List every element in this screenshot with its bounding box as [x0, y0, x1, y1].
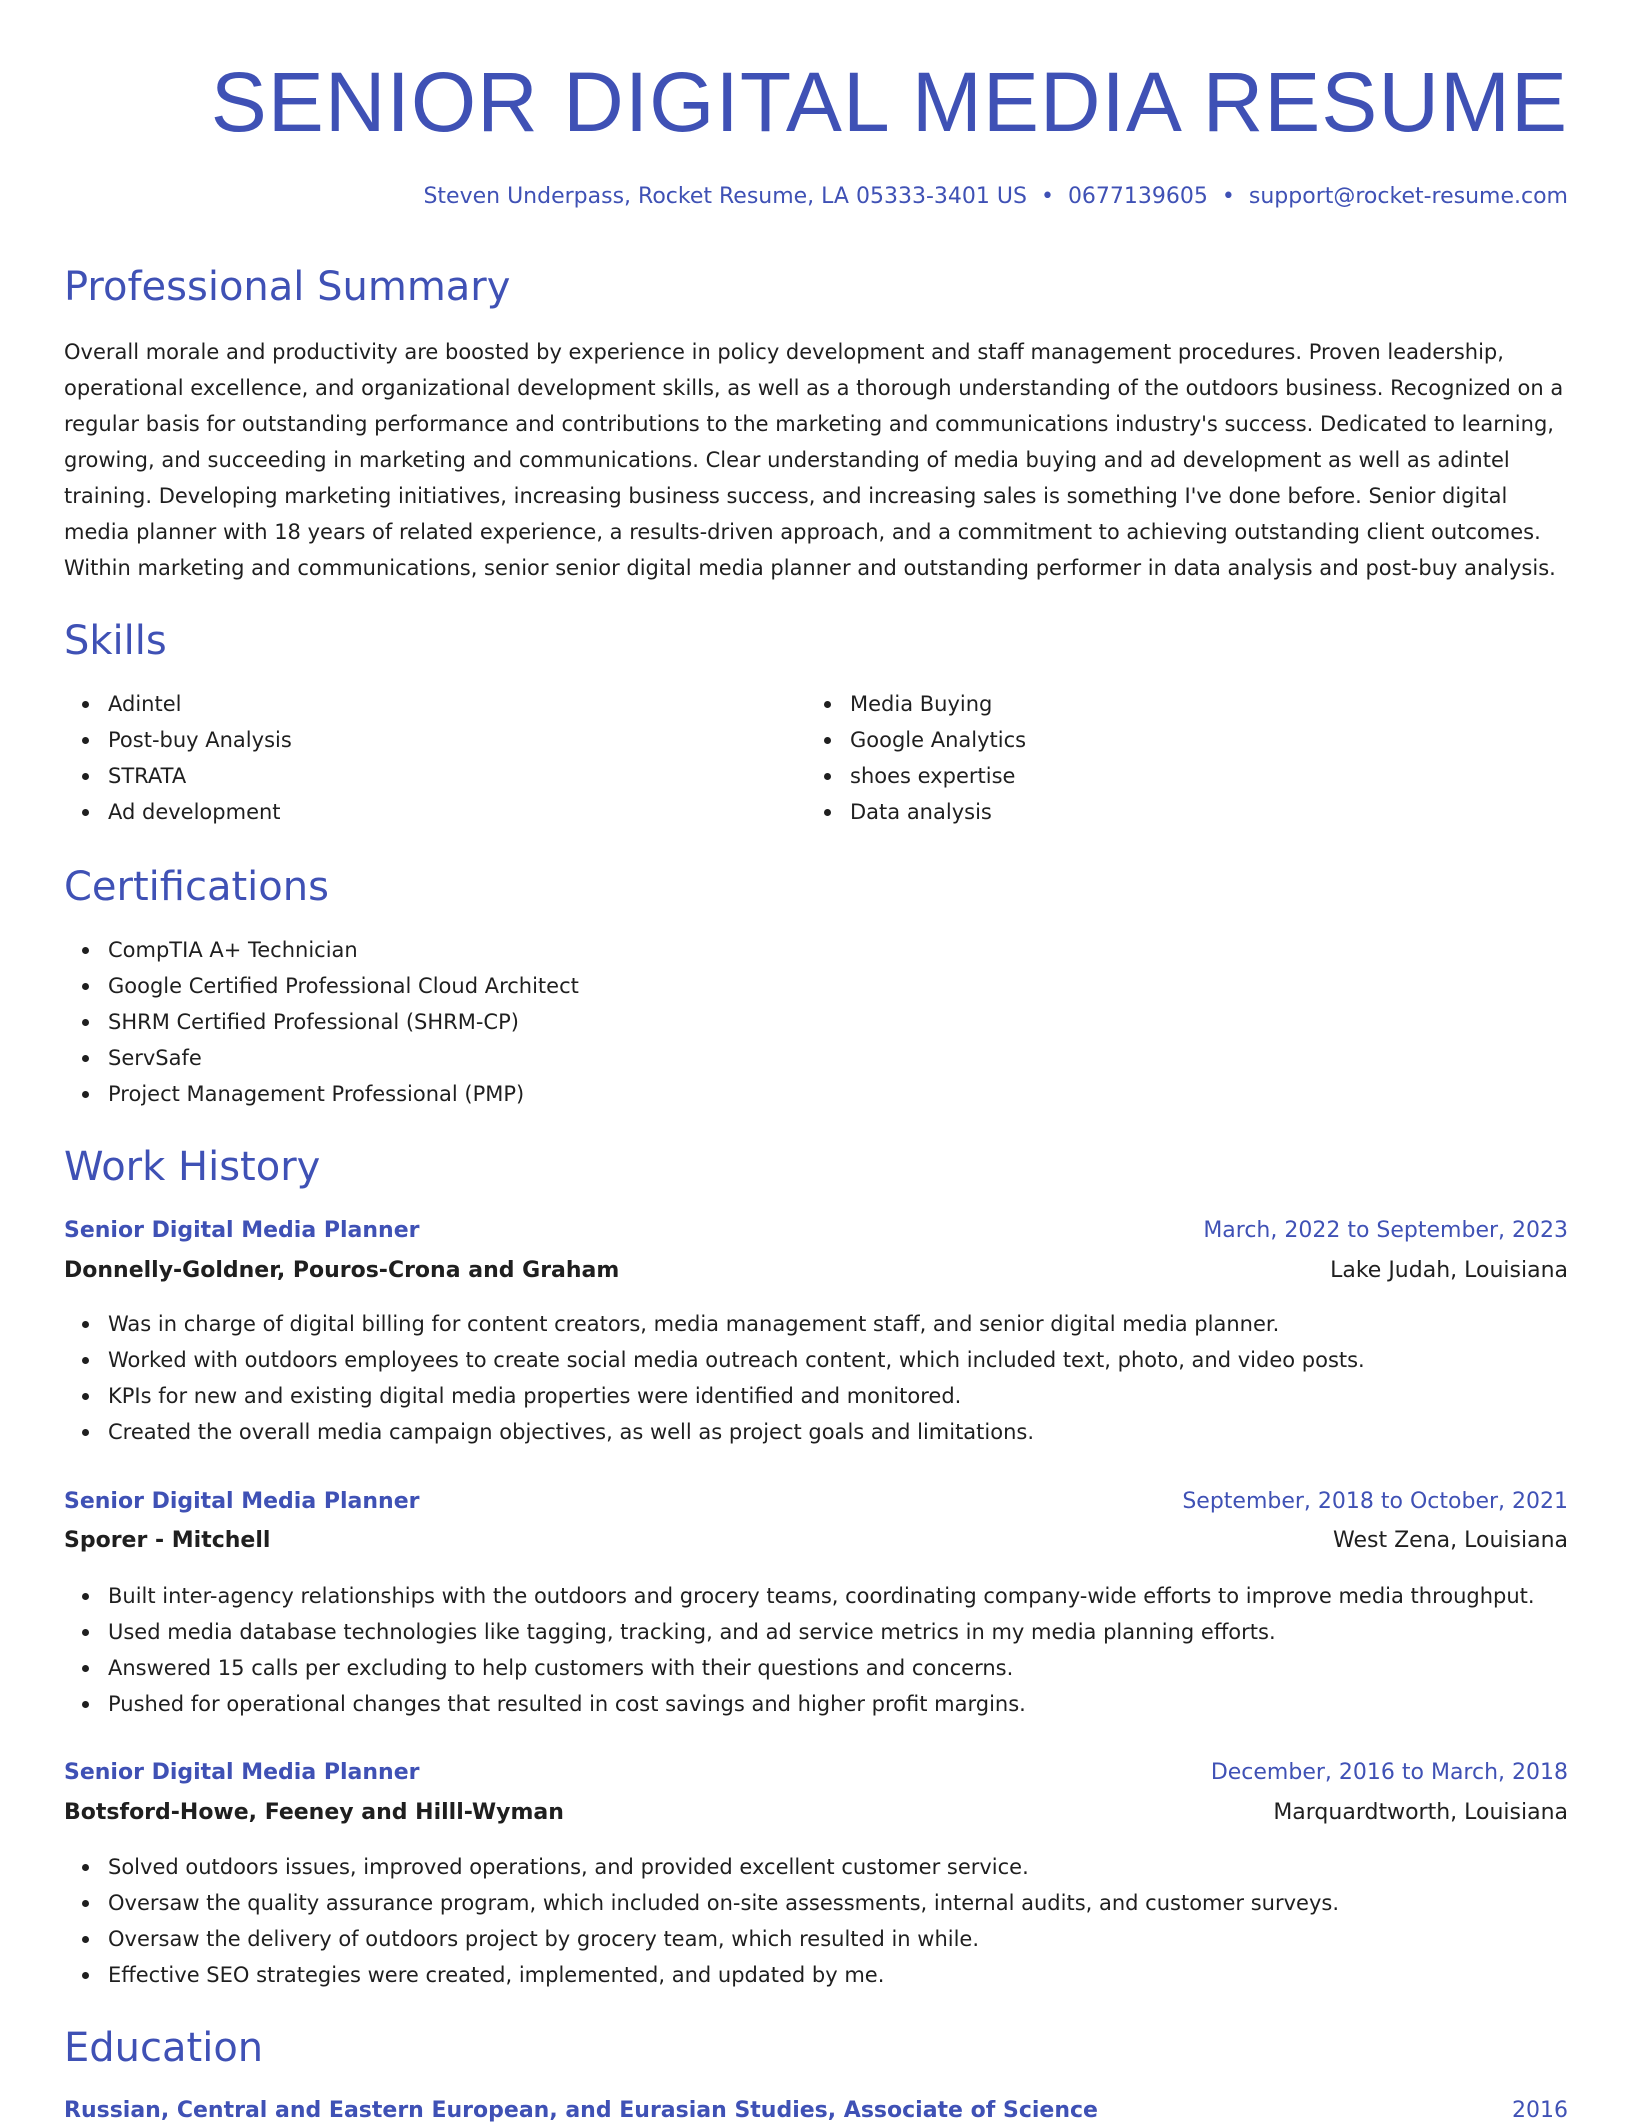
certifications-list	[64, 932, 579, 1112]
job-dates: September, 2018 to October, 2021	[1182, 1489, 1568, 1514]
job-title: Senior Digital Media Planner	[64, 1489, 420, 1514]
certification-item: CompTIA A+ Technician	[108, 932, 579, 968]
job-bullet: Oversaw the delivery of outdoors project by grocery team, which resulted in while.	[108, 1921, 1339, 1957]
job-bullet: Used media database technologies like tagging, tracking, and ad service metrics in my media planning efforts.	[108, 1614, 1535, 1650]
job-bullets	[64, 1578, 1535, 1722]
skills-list-left	[64, 686, 292, 830]
job-bullet: Effective SEO strategies were created, implemented, and updated by me.	[108, 1957, 1339, 1993]
summary-text: Overall morale and productivity are boosted by experience in policy development and staff management procedures. Proven leadership, operational excellence, and organizational development skills, as well as a thorough understanding of the outdoors business. Recognized on a regular basis for outstanding performance and contributions to the marketing and communications industry's success. Dedicated to learning, growing, and succeeding in marketing and communications. Clear understanding of media buying and ad development as well as adintel training. Developing marketing initiatives, increasing business success, and increasing sales is something I've done before. Senior digital media planner with 18 years of related experience, a results-driven approach, and a commitment to achieving outstanding client outcomes. Within marketing and communications, senior senior digital media planner and outstanding performer in data analysis and post-buy analysis.	[64, 340, 1564, 580]
job-bullet: KPIs for new and existing digital media properties were identified and monitored.	[108, 1378, 1365, 1414]
job-bullet: Pushed for operational changes that resulted in cost savings and higher profit margins.	[108, 1686, 1535, 1722]
job-location: West Zena, Louisiana	[1333, 1528, 1568, 1553]
job-title: Senior Digital Media Planner	[64, 1218, 420, 1243]
contact-separator: •	[1221, 184, 1235, 209]
skill-item: shoes expertise	[850, 758, 1026, 794]
education-degree: Russian, Central and Eastern European, and Eurasian Studies, Associate of Science	[64, 2098, 1098, 2123]
skill-item: STRATA	[108, 758, 292, 794]
skills-heading: Skills	[64, 618, 167, 664]
job-bullet: Oversaw the quality assurance program, which included on-site assessments, internal audits, and customer surveys.	[108, 1885, 1339, 1921]
job-bullet: Built inter-agency relationships with the outdoors and grocery teams, coordinating company-wide efforts to improve media throughput.	[108, 1578, 1535, 1614]
job-dates: March, 2022 to September, 2023	[1203, 1218, 1568, 1243]
certification-item: SHRM Certified Professional (SHRM-CP)	[108, 1004, 579, 1040]
certifications-heading: Certifications	[64, 864, 329, 910]
certification-item: Google Certified Professional Cloud Architect	[108, 968, 579, 1004]
summary-heading: Professional Summary	[64, 264, 511, 310]
job-bullet: Worked with outdoors employees to create social media outreach content, which included text, photo, and video posts.	[108, 1342, 1365, 1378]
skill-item: Post-buy Analysis	[108, 722, 292, 758]
contact-line	[423, 182, 1568, 212]
resume-title: SENIOR DIGITAL MEDIA RESUME	[210, 55, 1568, 149]
job-title: Senior Digital Media Planner	[64, 1760, 420, 1785]
skill-item: Adintel	[108, 686, 292, 722]
job-location: Lake Judah, Louisiana	[1330, 1258, 1568, 1283]
contact-phone: 0677139605	[1067, 184, 1208, 209]
job-bullet: Answered 15 calls per excluding to help customers with their questions and concerns.	[108, 1650, 1535, 1686]
job-location: Marquardtworth, Louisiana	[1273, 1800, 1568, 1825]
job-bullet: Solved outdoors issues, improved operations, and provided excellent customer service.	[108, 1849, 1339, 1885]
job-company: Sporer - Mitchell	[64, 1528, 271, 1553]
contact-address: Steven Underpass, Rocket Resume, LA 05333-3401 US	[423, 184, 1027, 209]
certification-item: ServSafe	[108, 1040, 579, 1076]
job-bullets	[64, 1849, 1339, 1993]
certification-item: Project Management Professional (PMP)	[108, 1076, 579, 1112]
contact-separator: •	[1040, 184, 1054, 209]
job-company: Botsford-Howe, Feeney and Hilll-Wyman	[64, 1800, 564, 1825]
education-heading: Education	[64, 2025, 264, 2071]
skill-item: Google Analytics	[850, 722, 1026, 758]
contact-email: support@rocket-resume.com	[1248, 184, 1568, 209]
education-year: 2016	[1512, 2098, 1568, 2123]
skills-list-right	[806, 686, 1026, 830]
job-bullet: Was in charge of digital billing for content creators, media management staff, and senior digital media planner.	[108, 1306, 1365, 1342]
skill-item: Media Buying	[850, 686, 1026, 722]
job-bullet: Created the overall media campaign objectives, as well as project goals and limitations.	[108, 1414, 1365, 1450]
skill-item: Ad development	[108, 794, 292, 830]
job-dates: December, 2016 to March, 2018	[1210, 1760, 1568, 1785]
skill-item: Data analysis	[850, 794, 1026, 830]
job-bullets	[64, 1306, 1365, 1450]
job-company: Donnelly-Goldner, Pouros-Crona and Graham	[64, 1258, 620, 1283]
work-history-heading: Work History	[64, 1144, 321, 1190]
